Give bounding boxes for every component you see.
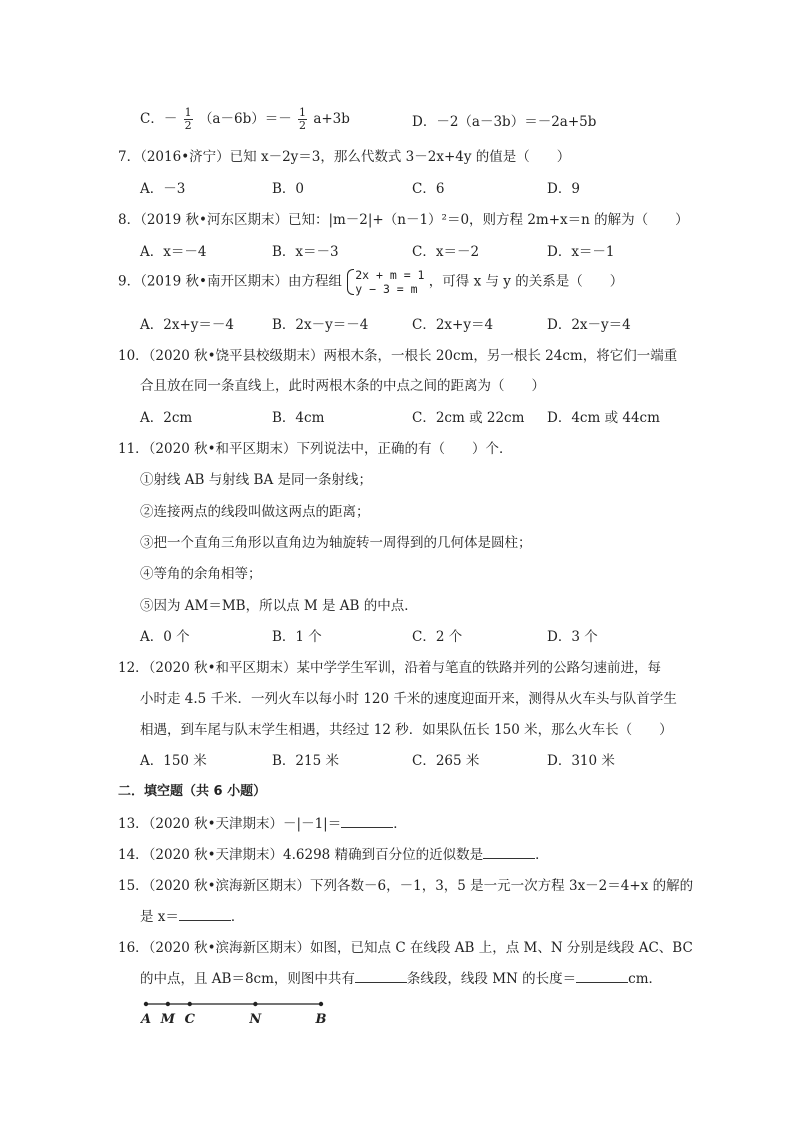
q6-fraction-1-den: 2 [184, 119, 192, 132]
q8-option-a: A．x＝－4 [140, 244, 207, 260]
q6-fraction-1 [184, 107, 193, 132]
q12-stem-line3: 相遇，到车尾与队末学生相遇，共经过 12 秒．如果队伍长 150 米，那么火车长（ ） [140, 722, 673, 738]
q15-line1: 15．（2020 秋•滨海新区期末）下列各数－6，－1，3，5 是一元一次方程 3x－2＝4+x 的解的 [118, 878, 694, 894]
q9-option-d: D．2x－y＝4 [547, 317, 631, 333]
q9-equation-1: 2x + m = 1 [355, 268, 425, 282]
q14-text: 14．（2020 秋•天津期末）4.6298 精确到百分位的近似数是 [118, 847, 484, 863]
q6-fraction-2-num: 1 [299, 106, 307, 119]
q6-option-c-prefix: C．－ [140, 111, 178, 127]
point-m-dot [166, 1002, 170, 1006]
point-a-dot [144, 1002, 148, 1006]
q8-option-d: D．x＝－1 [547, 244, 615, 260]
q12-option-c: C．265 米 [412, 753, 480, 769]
q13-end: ． [393, 816, 407, 832]
q9-equation-system [346, 268, 424, 296]
q9-option-a: A．2x+y＝－4 [140, 317, 234, 333]
q6-option-c [140, 107, 350, 132]
q12-option-b: B．215 米 [272, 753, 339, 769]
q6-option-c-mid: （a－6b）＝－ [198, 111, 292, 127]
q8-option-b: B．x＝－3 [272, 244, 339, 260]
q9-option-b: B．2x－y＝－4 [272, 317, 369, 333]
point-n-dot [253, 1002, 257, 1006]
q8-stem: 8．（2019 秋•河东区期末）已知：|m－2|+（n－1）²＝0，则方程 2m+x＝n 的解为（ ） [118, 212, 689, 228]
q16-line-segment-figure [136, 996, 336, 1028]
q11-option-b: B．1 个 [272, 629, 322, 645]
q10-stem-line1: 10．（2020 秋•饶平县校级期末）两根木条，一根长 20cm，另一根长 24cm，将它们一端重 [118, 348, 678, 364]
point-b-dot [319, 1002, 323, 1006]
q6-fraction-1-num: 1 [184, 106, 192, 119]
q11-item-2: ②连接两点的线段叫做这两点的距离； [140, 504, 370, 520]
q11-item-1: ①射线 AB 与射线 BA 是同一条射线； [140, 472, 373, 488]
q14 [118, 843, 549, 863]
q7-option-a: A．－3 [140, 181, 186, 197]
q10-stem-line2: 合且放在同一条直线上，此时两根木条的中点之间的距离为（ ） [140, 378, 545, 394]
q11-item-4: ④等角的余角相等； [140, 566, 262, 582]
q13 [118, 812, 407, 832]
q9-stem [118, 268, 623, 296]
q16-answer-blank-2[interactable] [576, 970, 628, 983]
q11-option-d: D．3 个 [547, 629, 598, 645]
q10-option-a: A．2cm [140, 410, 193, 426]
q7-option-b: B．0 [272, 181, 305, 197]
q8-option-c: C．x＝－2 [412, 244, 480, 260]
point-m-label: M [160, 1012, 176, 1027]
q16-line2-a: 的中点，且 AB＝8cm，则图中共有 [140, 971, 355, 987]
point-c-dot [188, 1002, 192, 1006]
q11-stem: 11．（2020 秋•和平区期末）下列说法中，正确的有（ ）个． [118, 441, 513, 457]
q15-line2-text: 是 x＝ [140, 909, 179, 925]
q11-option-a: A．0 个 [140, 629, 190, 645]
q16-line2 [140, 967, 662, 987]
q15-line2 [140, 905, 244, 925]
q16-answer-blank-1[interactable] [355, 970, 407, 983]
q16-line2-c: cm． [628, 971, 663, 987]
q7-stem: 7．（2016•济宁）已知 x－2y＝3，那么代数式 3－2x+4y 的值是（ ） [118, 149, 571, 165]
q12-stem-line1: 12．（2020 秋•和平区期末）某中学学生军训，沿着与笔直的铁路并列的公路匀速前进，每 [118, 660, 662, 676]
q15-answer-blank[interactable] [179, 908, 231, 921]
section-2-title: 二．填空题（共 6 小题） [118, 784, 267, 799]
q6-fraction-2 [298, 107, 307, 132]
q13-text: 13．（2020 秋•天津期末）－|－1|＝ [118, 816, 342, 832]
q13-answer-blank[interactable] [341, 815, 393, 828]
q7-option-d: D．9 [547, 181, 580, 197]
q6-fraction-2-den: 2 [299, 119, 307, 132]
point-n-label: N [249, 1012, 262, 1027]
q6-option-d: D．－2（a－3b）＝－2a+5b [412, 114, 597, 130]
point-a-label: A [140, 1012, 152, 1027]
q10-option-b: B．4cm [272, 410, 325, 426]
q9-stem-before: 9．（2019 秋•南开区期末）由方程组 [118, 273, 342, 290]
q16-line2-b: 条线段，线段 MN 的长度＝ [406, 971, 577, 987]
q12-option-d: D．310 米 [547, 753, 615, 769]
q16-line1: 16．（2020 秋•滨海新区期末）如图，已知点 C 在线段 AB 上，点 M、N 分别是线段 AC、BC [118, 940, 693, 956]
q12-option-a: A．150 米 [140, 753, 207, 769]
q10-option-d: D．4cm 或 44cm [547, 410, 660, 426]
q9-option-c: C．2x+y＝4 [412, 317, 494, 333]
q12-stem-line2: 小时走 4.5 千米．一列火车以每小时 120 千米的速度迎面开来，测得从火车头与队首学生 [140, 691, 677, 707]
point-c-label: C [184, 1012, 195, 1027]
q7-option-c: C．6 [412, 181, 445, 197]
point-b-label: B [315, 1012, 327, 1027]
q14-end: ． [535, 847, 549, 863]
q9-stem-after: ，可得 x 与 y 的关系是（ ） [428, 273, 624, 290]
q9-equation-2: y − 3 = m [355, 282, 418, 296]
q14-answer-blank[interactable] [483, 846, 535, 859]
q15-end: ． [230, 909, 245, 925]
q11-item-3: ③把一个直角三角形以直角边为轴旋转一周得到的几何体是圆柱； [140, 535, 532, 551]
q11-option-c: C．2 个 [412, 629, 463, 645]
q6-option-c-suffix: a+3b [313, 111, 350, 127]
q11-item-5: ⑤因为 AM＝MB，所以点 M 是 AB 的中点． [140, 598, 418, 614]
q10-option-c: C．2cm 或 22cm [412, 410, 525, 426]
